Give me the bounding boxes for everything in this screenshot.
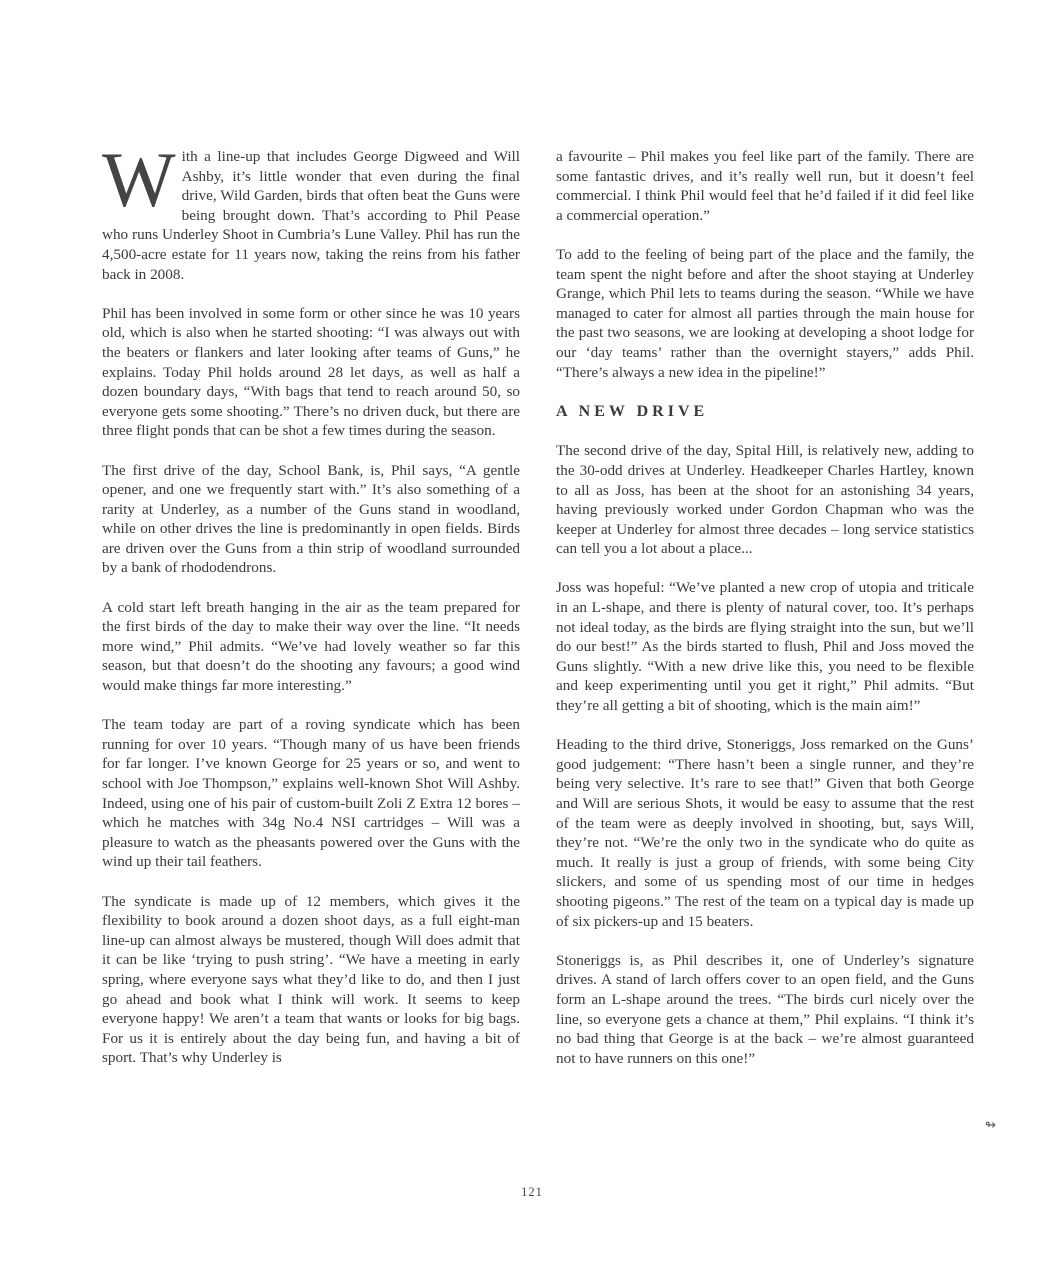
continue-arrow-icon: ↬ (985, 1118, 996, 1133)
right-column (556, 147, 974, 1088)
body-paragraph: To add to the feeling of being part of the place and the family, the team spent the night before and after the shoot staying at Underley Grange, which Phil lets to teams during the season. “While we have managed to cater for almost all parties through the main house for the past two seasons, we are looking at developing a shoot lodge for our ‘day teams’ rather than the overnight stayers,” adds Phil. “There’s always a new idea in the pipeline!” (556, 245, 974, 381)
body-paragraph: The syndicate is made up of 12 members, which gives it the flexibility to book around a dozen shoot days, as a full eight-man line-up can almost always be mustered, though Will does admit that it can be like ‘trying to push string’. “We have a meeting in early spring, where everyone says what they’d like to do, and then I just go ahead and book what I think will work. It seems to keep everyone happy! We aren’t a team that wants or looks for big bags. For us it is entirely about the day being fun, and having a bit of sport. That’s why Underley is (102, 892, 520, 1067)
body-paragraph: Phil has been involved in some form or other since he was 10 years old, which is also when he started shooting: “I was always out with the beaters or flankers and later looking after teams of Guns,” he explains. Today Phil holds around 28 let days, as well as half a dozen boundary days, “With bags that tend to reach around 50, so everyone gets some shooting.” There’s no driven duck, but there are three flight ponds that can be shot a few times during the season. (102, 304, 520, 440)
section-heading: A NEW DRIVE (556, 402, 709, 420)
body-paragraph: The second drive of the day, Spital Hill, is relatively new, adding to the 30-odd drives at Underley. Headkeeper Charles Hartley, known to all as Joss, has been at the shoot for an astonishing 34 years, having previously worked under Gordon Chapman who was the keeper at Underley for almost three decades – long service statistics can tell you a lot about a place... (556, 442, 974, 558)
body-paragraph: Heading to the third drive, Stoneriggs, Joss remarked on the Guns’ good judgement: “There hasn’t been a single runner, and they’re being very selective. It’s rare to see that!” Given that both George and Will are serious Shots, it would be easy to assume that the rest of the team were as deeply involved in shooting, but, says Will, they’re not. “We’re the only two in the syndicate who do quite as much. It really is just a group of friends, with some being City slickers, and some of us spending most of our time in hedges shooting pigeons.” The rest of the team on a typical day is made up of six pickers-up and 15 beaters. (556, 736, 974, 930)
body-paragraph: The first drive of the day, School Bank, is, Phil says, “A gentle opener, and one we frequently start with.” It’s also something of a rarity at Underley, as a number of the Guns stand in woodland, while on other drives the line is predominantly in open fields. Birds are driven over the Guns from a thin strip of woodland surrounded by a bank of rhododendrons. (102, 461, 520, 577)
body-paragraph: Joss was hopeful: “We’ve planted a new crop of utopia and triticale in an L-shape, and there is plenty of natural cover, too. It’s perhaps not ideal today, as the birds are flying straight into the sun, but we’ll do our best!” As the birds started to flush, Phil and Joss moved the Guns slightly. “With a new drive like this, you need to be flexible and keep experimenting until you get it right,” Phil admits. “But they’re all getting a bit of shooting, which is the main aim!” (556, 579, 974, 715)
body-paragraph: Stoneriggs is, as Phil describes it, one of Underley’s signature drives. A stand of larch offers cover to an open field, and the Guns form an L-shape around the trees. “The birds curl nicely over the line, so everyone gets a chance at them,” Phil explains. “I think it’s no bad thing that George is at the back – we’re almost guaranteed not to have runners on this one!” (556, 951, 974, 1067)
body-paragraph: a favourite – Phil makes you feel like part of the family. There are some fantastic drives, and it’s really well run, but it doesn’t feel commercial. I think Phil would feel that he’d failed if it did feel like a commercial operation.” (556, 148, 974, 224)
intro-paragraph (102, 136, 520, 284)
intro-text: ith a line-up that includes George Digweed and Will Ashby, it’s little wonder that even during the final drive, Wild Garden, birds that often beat the Guns were being brought down. That’s according to Phil Pease who runs Underley Shoot in Cumbria’s Lune Valley. Phil has run the 4,500-acre estate for 11 years now, taking the reins from his father back in 2008. (102, 148, 520, 283)
body-paragraph: A cold start left breath hanging in the air as the team prepared for the first birds of the day to make their way over the line. “It needs more wind,” Phil admits. “We’ve had lovely weather so far this season, but that doesn’t do the shooting any favours; a good wind would make things far more interesting.” (102, 598, 520, 695)
page-number: 121 (521, 1185, 543, 1199)
left-column (102, 136, 520, 1088)
body-paragraph: The team today are part of a roving syndicate which has been running for over 10 years. “Though many of us have been friends for far longer. I’ve known George for 25 years or so, and went to school with Joe Thompson,” explains well-known Shot Will Ashby. Indeed, using one of his pair of custom-built Zoli Z Extra 12 bores – which he matches with 34g No.4 NSI cartridges – Will was a pleasure to watch as the pheasants powered over the Guns with the wind up their tail feathers. (102, 716, 520, 871)
drop-cap: W (102, 136, 176, 223)
